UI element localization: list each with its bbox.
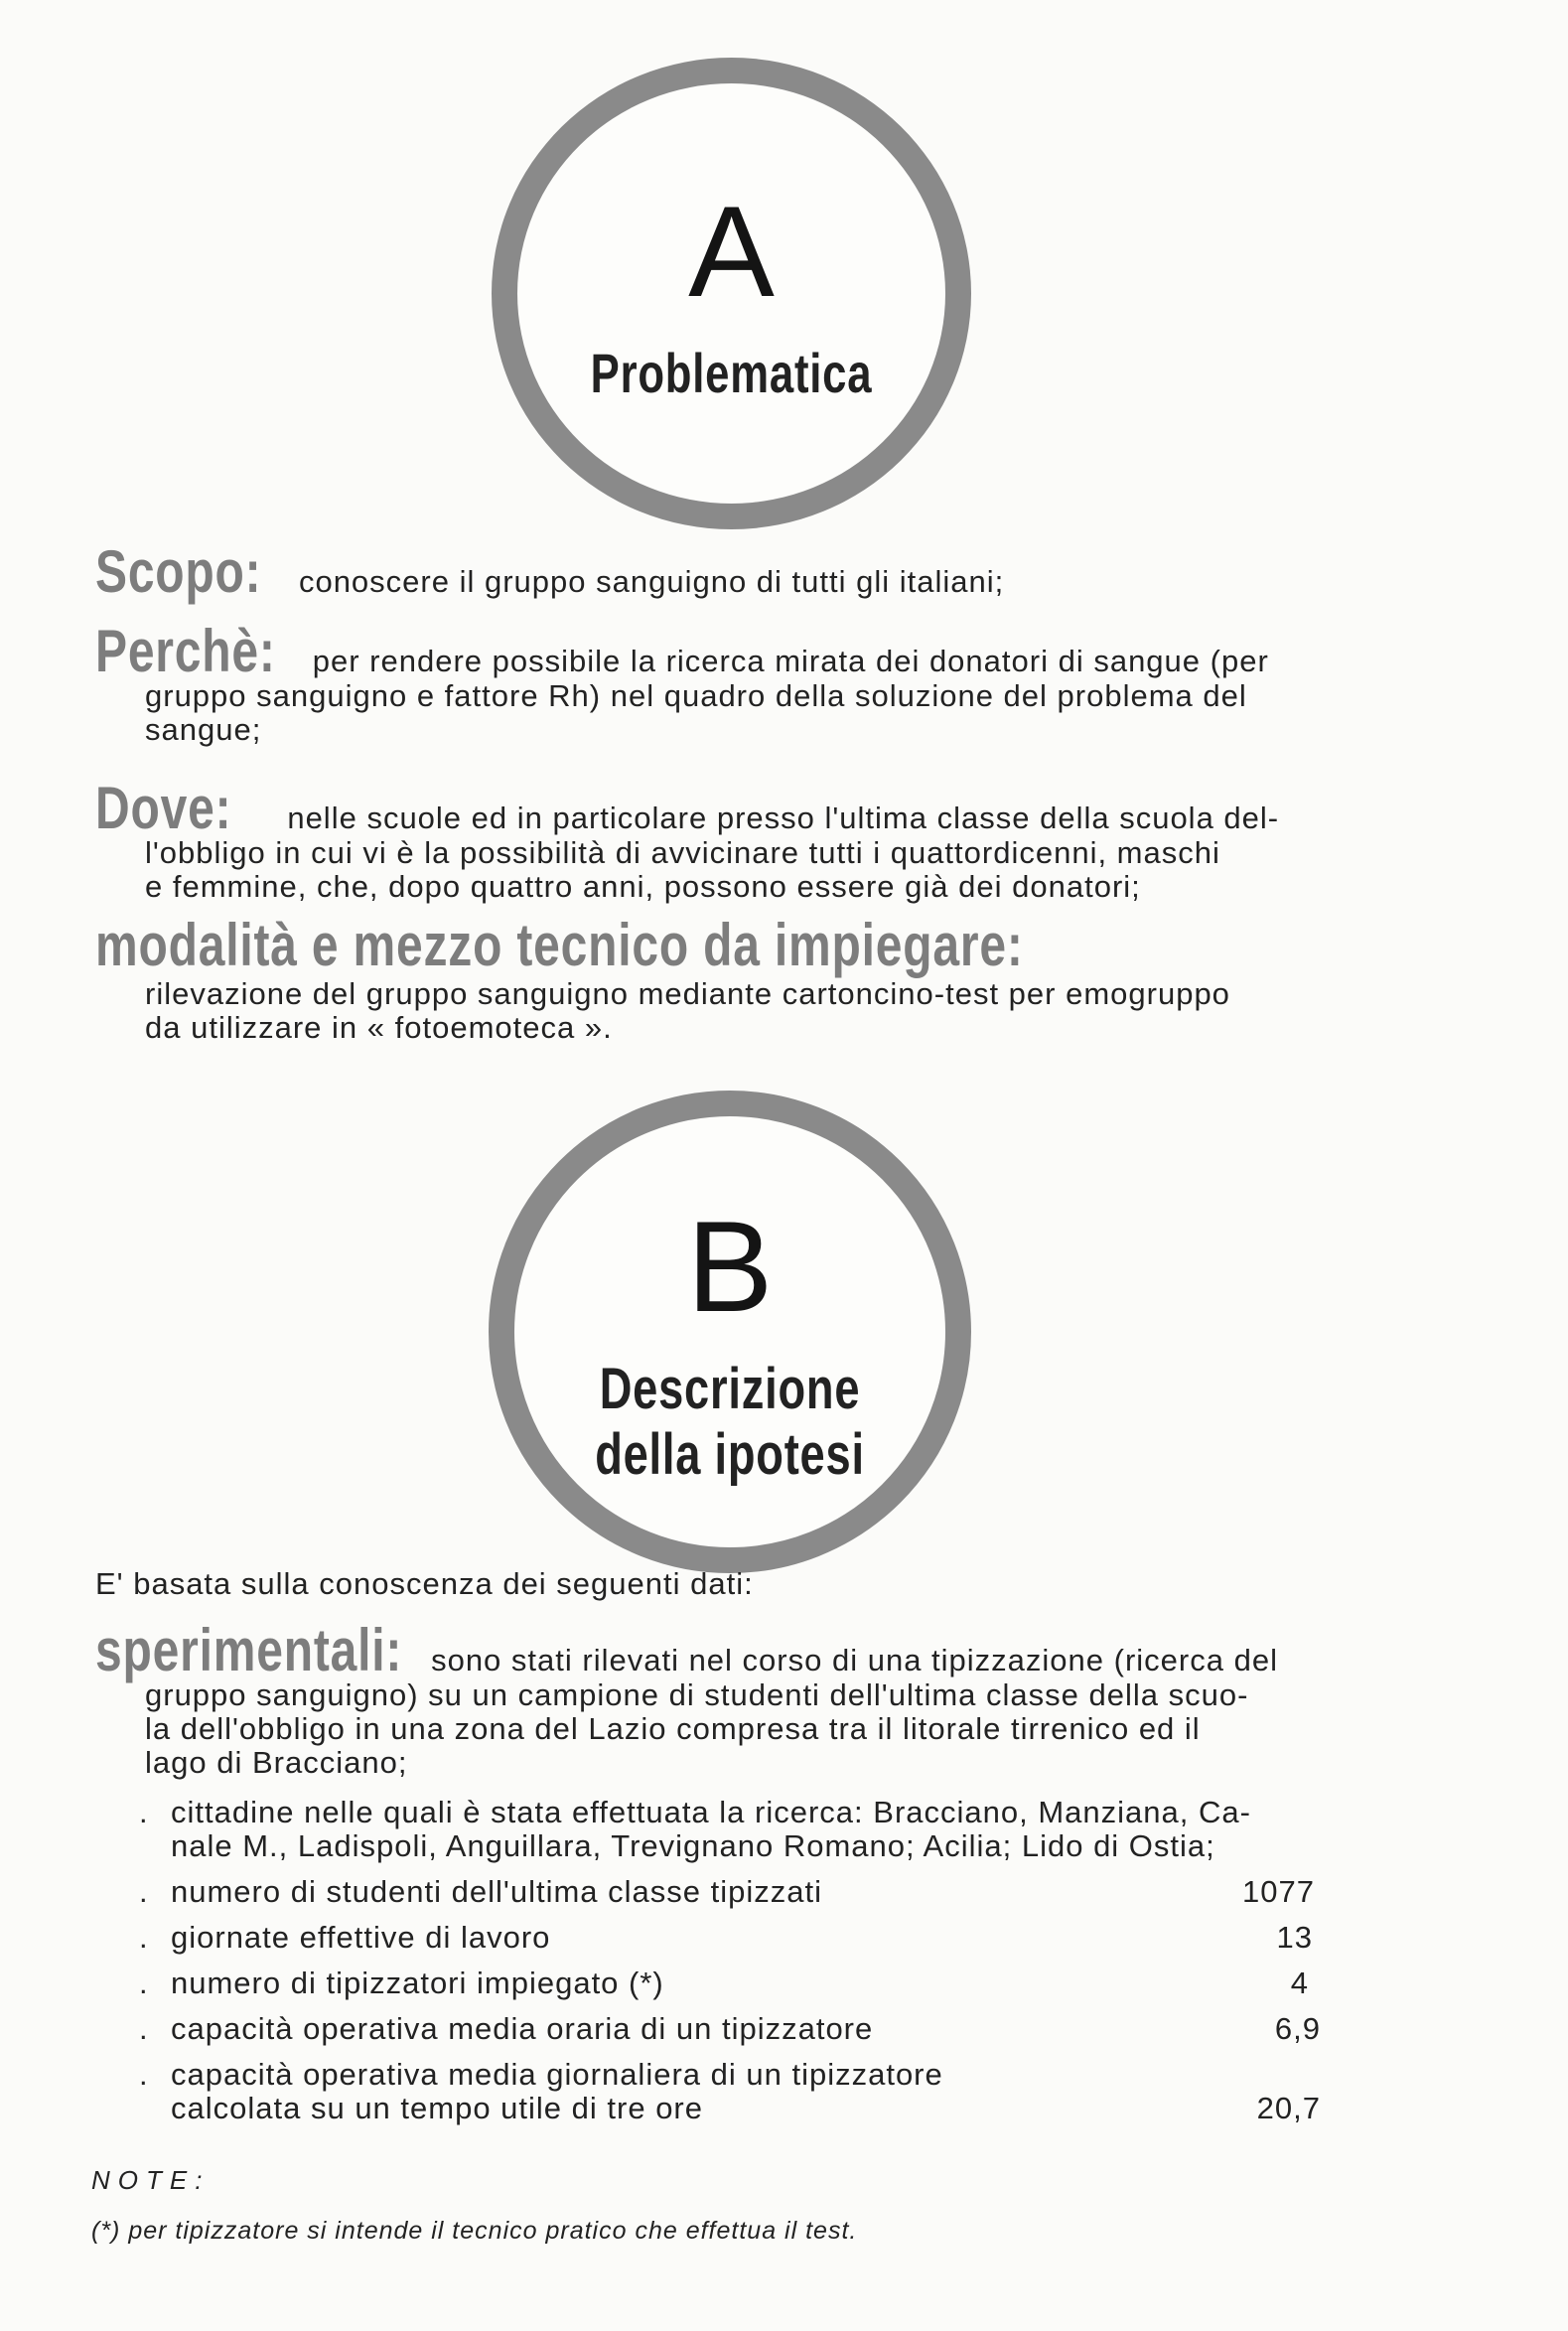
section-b-title-line-1: Descrizione — [599, 1357, 861, 1421]
dove-text-line-2: l'obbligo in cui vi è la possibilità di avvicinare tutti i quattordicenni, maschi — [145, 835, 1220, 870]
section-a-title: Problematica — [590, 342, 873, 404]
modalita-label: modalità e mezzo tecnico da impiegare: — [95, 912, 1024, 978]
list-bullet: . — [139, 1874, 149, 1909]
section-b-letter: B — [686, 1194, 774, 1339]
dove-text-first: nelle scuole ed in particolare presso l'ultima classe della scuola del- — [287, 801, 1280, 835]
sperimentali-block — [95, 1617, 1366, 1780]
note-text: (*) per tipizzatore si intende il tecnico pratico che effettua il test. — [91, 2217, 858, 2245]
list-bullet: . — [139, 1795, 149, 1829]
list-item-line: nale M., Ladispoli, Anguillara, Trevignano Romano; Acilia; Lido di Ostia; — [171, 1828, 1215, 1863]
list-item-line: numero di tipizzatori impiegato (*) — [171, 1966, 664, 2000]
sperimentali-text-first: sono stati rilevati nel corso di una tipizzazione (ricerca del — [431, 1643, 1278, 1677]
modalita-text-line-2: da utilizzare in « fotoemoteca ». — [145, 1010, 613, 1045]
list-item-value: 6,9 — [1274, 2011, 1321, 2046]
scopo-text: conoscere il gruppo sanguigno di tutti gli italiani; — [298, 564, 1005, 599]
sperimentali-text-line-3: la dell'obbligo in una zona del Lazio compresa tra il litorale tirrenico ed il — [145, 1711, 1201, 1746]
perche-label: Perchè: — [95, 618, 276, 684]
list-item — [139, 1875, 1370, 1909]
dove-block — [95, 775, 1366, 904]
dove-label: Dove: — [95, 775, 232, 841]
modalita-text-line-1: rilevazione del gruppo sanguigno mediante cartoncino-test per emogruppo — [145, 976, 1230, 1011]
list-item — [139, 1796, 1370, 1863]
perche-text-line-3: sangue; — [145, 712, 262, 747]
list-bullet: . — [139, 1966, 149, 2000]
list-bullet: . — [139, 2057, 149, 2092]
list-item — [139, 1967, 1370, 2000]
section-b-emblem — [489, 1091, 971, 1573]
scopo-label: Scopo: — [95, 538, 262, 605]
list-item — [139, 2058, 1370, 2125]
perche-block — [95, 618, 1366, 747]
scopo-block — [95, 538, 1366, 605]
data-list — [139, 1796, 1370, 2137]
dove-text-line-3: e femmine, che, dopo quattro anni, possono essere già dei donatori; — [145, 869, 1141, 904]
list-item-line: cittadine nelle quali è stata effettuata la ricerca: Bracciano, Manziana, Ca- — [171, 1795, 1251, 1829]
list-item — [139, 2012, 1370, 2046]
list-item-line: capacità operativa media giornaliera di un tipizzatore — [171, 2057, 943, 2092]
list-item-line: capacità operativa media oraria di un tipizzatore — [171, 2011, 874, 2046]
modalita-block — [95, 912, 1366, 1045]
list-item-line: numero di studenti dell'ultima classe tipizzati — [171, 1874, 822, 1909]
list-item-value: 13 — [1276, 1920, 1313, 1955]
list-item-value: 1077 — [1242, 1874, 1315, 1909]
perche-text-line-2: gruppo sanguigno e fattore Rh) nel quadro della soluzione del problema del — [145, 678, 1247, 713]
list-item-line: giornate effettive di lavoro — [171, 1920, 551, 1955]
list-item-value: 4 — [1290, 1966, 1309, 2000]
note-heading: NOTE: — [91, 2165, 211, 2195]
section-b-title — [562, 1357, 899, 1488]
intro-text: E' basata sulla conoscenza dei seguenti dati: — [95, 1566, 754, 1601]
sperimentali-text-line-4: lago di Bracciano; — [145, 1745, 408, 1780]
list-item-line: calcolata su un tempo utile di tre ore — [171, 2091, 703, 2125]
list-bullet: . — [139, 2011, 149, 2046]
perche-text-first: per rendere possibile la ricerca mirata dei donatori di sangue (per — [312, 644, 1269, 678]
list-item-value: 20,7 — [1256, 2091, 1321, 2125]
section-b-title-line-2: della ipotesi — [595, 1422, 865, 1487]
sperimentali-label: sperimentali: — [95, 1617, 403, 1683]
list-bullet: . — [139, 1920, 149, 1955]
section-a-letter: A — [688, 179, 775, 324]
list-item — [139, 1921, 1370, 1955]
section-a-emblem — [492, 58, 971, 529]
sperimentali-text-line-2: gruppo sanguigno) su un campione di studenti dell'ultima classe della scuo- — [145, 1677, 1249, 1712]
